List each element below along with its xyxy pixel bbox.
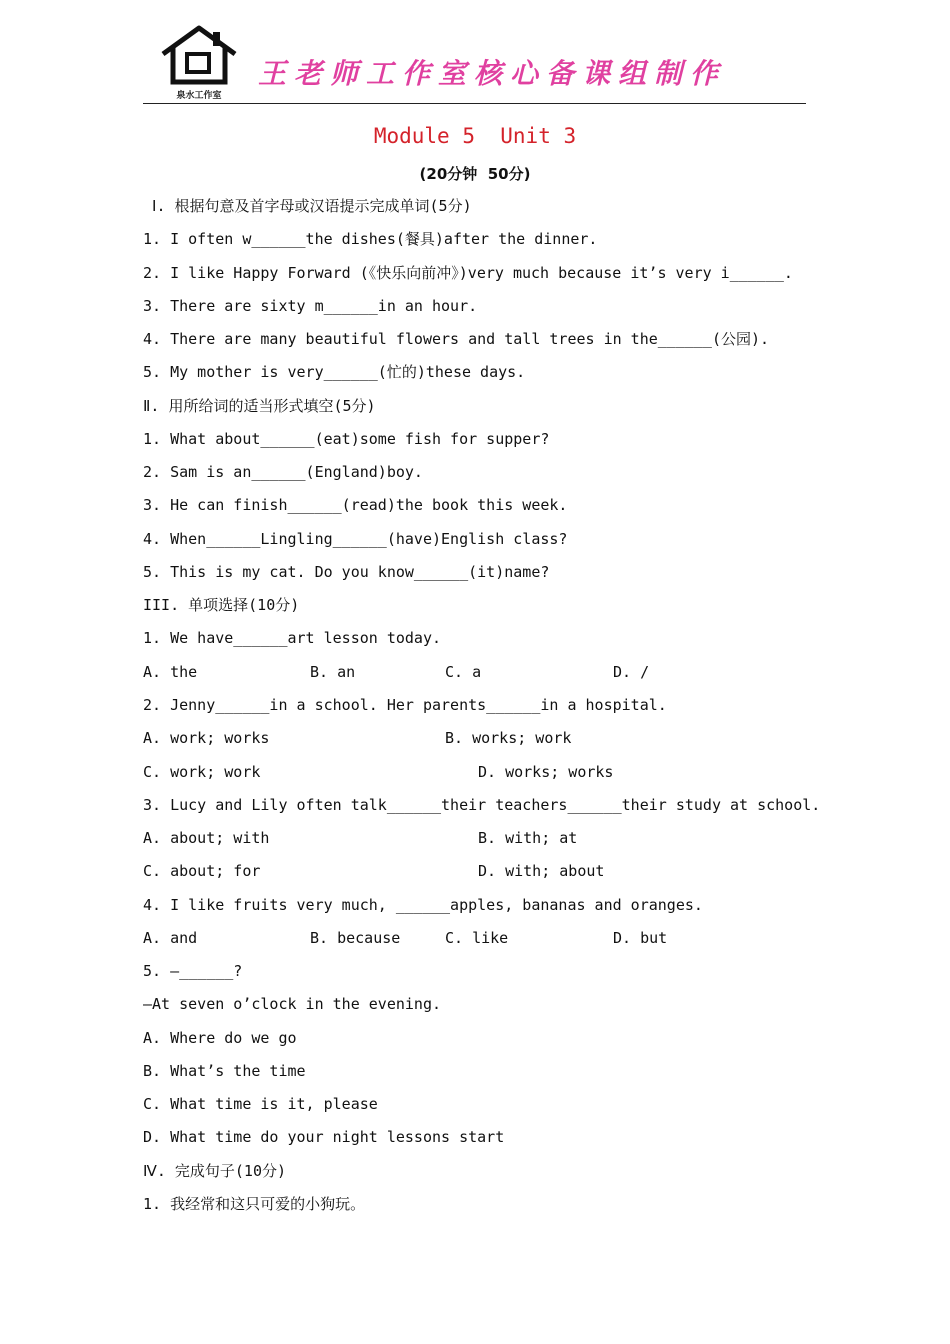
answer-options-row [143, 726, 806, 759]
section-heading: Ⅰ. 根据句意及首字母或汉语提示完成单词(5分) [143, 197, 472, 215]
exercise-line: 1. We have______art lesson today. [143, 629, 442, 648]
page-subtitle: (20分钟 50分) [419, 165, 531, 183]
answer-option: D. but [613, 928, 668, 947]
section-heading: III. 单项选择(10分) [143, 596, 300, 615]
answer-option: B. works; work [445, 729, 572, 748]
answer-option: A. the [143, 662, 198, 681]
exercise-line: C. What time is it, please [143, 1095, 378, 1114]
exercise-line: 1. 我经常和这只可爱的小狗玩。 [143, 1194, 366, 1213]
house-logo-icon [159, 24, 239, 100]
answer-option: B. an [310, 662, 356, 681]
section-heading: Ⅳ. 完成句子(10分) [143, 1161, 287, 1180]
answer-option: B. with; at [478, 829, 578, 848]
answer-option: C. about; for [143, 862, 261, 881]
header-divider [143, 103, 806, 104]
exercise-line: 4. When______Lingling______(have)English class? [143, 529, 568, 548]
studio-name: 王老师工作室核心备课组制作 [258, 57, 727, 90]
exercise-content [143, 194, 821, 1225]
exercise-line: 4. There are many beautiful flowers and tall trees in the______(公园). [143, 330, 770, 349]
answer-option: D. / [613, 662, 650, 681]
answer-options-row [143, 760, 806, 793]
page-title: Module 5 Unit 3 [373, 124, 577, 148]
exercise-line: 5. This is my cat. Do you know______(it)name? [143, 562, 550, 581]
exercise-line: 2. I like Happy Forward (《快乐向前冲》)very much because it’s very i______. [143, 263, 793, 282]
exercise-line: 5. —______? [143, 962, 243, 981]
answer-option: A. about; with [143, 829, 270, 848]
exercise-line: 2. Jenny______in a school. Her parents______in a hospital. [143, 695, 667, 714]
exercise-line: A. Where do we go [143, 1028, 297, 1047]
answer-option: C. a [445, 662, 482, 681]
answer-options-row [143, 926, 806, 959]
exercise-line: 4. I like fruits very much, ______apples, bananas and oranges. [143, 895, 703, 914]
exercise-line: 1. I often w______the dishes(餐具)after the dinner. [143, 230, 598, 249]
answer-option: B. because [310, 928, 401, 947]
page-header [143, 22, 806, 104]
exercise-line: 3. Lucy and Lily often talk______their teachers______their study at school. [143, 795, 821, 814]
answer-options-row [143, 826, 806, 859]
section-heading: Ⅱ. 用所给词的适当形式填空(5分) [143, 396, 376, 415]
answer-option: C. like [445, 928, 509, 947]
answer-option: D. works; works [478, 762, 614, 781]
exercise-line: —At seven o’clock in the evening. [143, 995, 442, 1014]
exercise-line: 3. He can finish______(read)the book this week. [143, 496, 568, 515]
answer-options-row [143, 859, 806, 892]
exercise-line: D. What time do your night lessons start [143, 1128, 505, 1147]
answer-option: D. with; about [478, 862, 605, 881]
answer-option: C. work; work [143, 762, 261, 781]
exercise-line: 2. Sam is an______(England)boy. [143, 463, 423, 482]
logo-caption: 泉水工作室 [176, 91, 222, 101]
exercise-line: B. What’s the time [143, 1061, 306, 1080]
exercise-line: 3. There are sixty m______in an hour. [143, 296, 478, 315]
exercise-line: 5. My mother is very______(忙的)these days. [143, 363, 526, 382]
answer-options-row [143, 660, 806, 693]
answer-option: A. and [143, 928, 198, 947]
exercise-line: 1. What about______(eat)some fish for supper? [143, 429, 550, 448]
answer-option: A. work; works [143, 729, 270, 748]
